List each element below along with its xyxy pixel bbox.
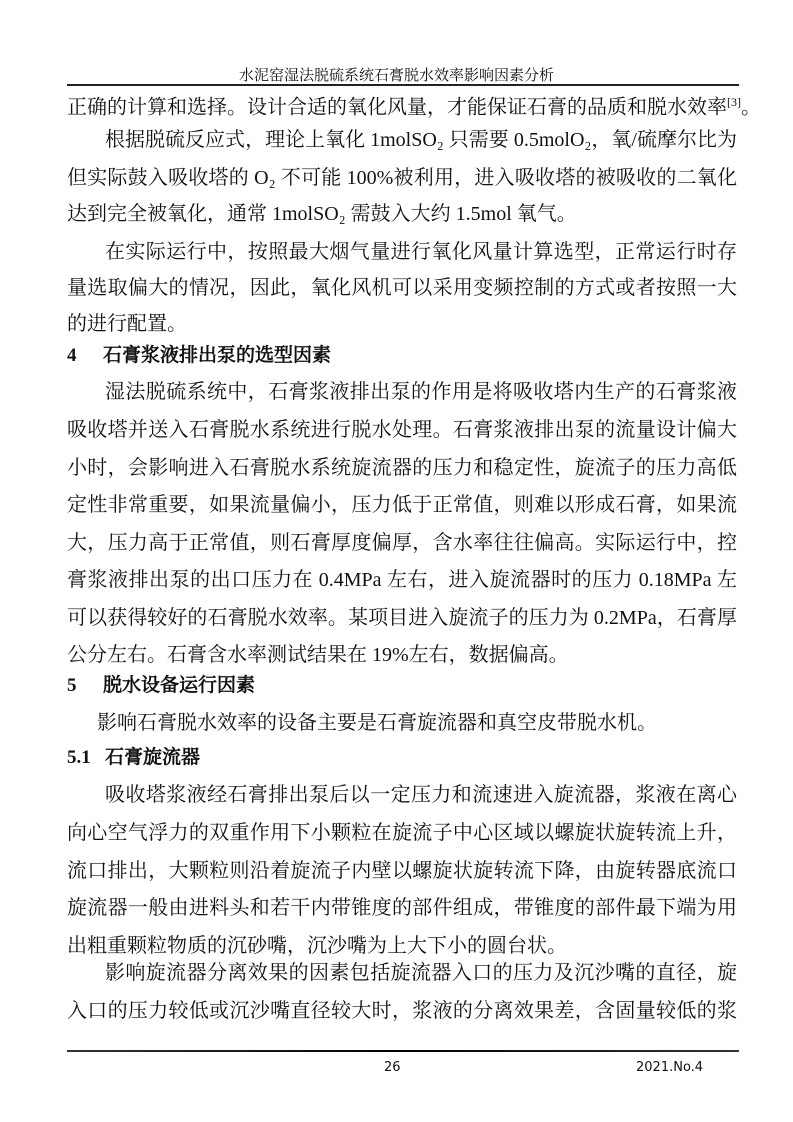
header-rule xyxy=(67,84,739,86)
issue-label: 2021.No.4 xyxy=(636,1060,704,1075)
section-number: 5.1 xyxy=(67,747,91,768)
paragraph-line: 入口的压力较低或沉沙嘴直径较大时，浆液的分离效果差，含固量较低的浆 xyxy=(67,1000,737,1022)
paragraph-line: 根据脱硫反应式，理论上氧化 1molSO₂ 只需要 0.5molO₂，氧/硫摩尔比为 xyxy=(105,129,737,151)
section-title: 脱水设备运行因素 xyxy=(103,674,256,696)
paragraph-line: 量选取偏大的情况，因此，氧化风机可以采用变频控制的方式或者按照一大 xyxy=(67,277,737,299)
section-heading-4 xyxy=(67,343,737,368)
paragraph-line: 吸收塔浆液经石膏排出泵后以一定压力和流速进入旋流器，浆液在离心 xyxy=(105,784,737,806)
footer-rule xyxy=(67,1050,739,1052)
paragraph-line: 影响旋流器分离效果的因素包括旋流器入口的压力及沉沙嘴的直径，旋 xyxy=(105,962,737,984)
section-title: 石膏旋流器 xyxy=(105,746,201,768)
paragraph-line: 膏浆液排出泵的出口压力在 0.4MPa 左右，进入旋流器时的压力 0.18MPa 左 xyxy=(67,569,737,591)
paragraph-line: 小时，会影响进入石膏脱水系统旋流器的压力和稳定性，旋流子的压力高低 xyxy=(67,457,737,479)
running-header: 水泥窑湿法脱硫系统石膏脱水效率影响因素分析 xyxy=(238,66,554,84)
paragraph-line: 影响石膏脱水效率的设备主要是石膏旋流器和真空皮带脱水机。 xyxy=(97,712,657,734)
paragraph-line: 但实际鼓入吸收塔的 O₂ 不可能 100%被利用，进入吸收塔的被吸收的二氧化 xyxy=(67,167,737,189)
paragraph-line: 向心空气浮力的双重作用下小颗粒在旋流子中心区域以螺旋状旋转流上升， xyxy=(67,822,737,844)
subsection-heading-5-1 xyxy=(67,745,737,770)
paragraph-line: 可以获得较好的石膏脱水效率。某项目进入旋流子的压力为 0.2MPa，石膏厚 xyxy=(67,607,737,629)
paragraph-line: 在实际运行中，按照最大烟气量进行氧化风量计算选型，正常运行时存 xyxy=(105,241,737,263)
paragraph-line: 流口排出，大颗粒则沿着旋流子内壁以螺旋状旋转流下降，由旋转器底流口 xyxy=(67,860,737,882)
section-heading-5 xyxy=(67,673,737,698)
section-title: 石膏浆液排出泵的选型因素 xyxy=(103,344,332,366)
text: 正确的计算和选择。设计合适的氧化风量，才能保证石膏的品质和脱水效率 xyxy=(67,96,727,119)
section-number: 5 xyxy=(67,675,77,696)
paragraph-line xyxy=(67,90,761,120)
paragraph-line: 吸收塔并送入石膏脱水系统进行脱水处理。石膏浆液排出泵的流量设计偏大 xyxy=(67,419,737,441)
paragraph-line: 的进行配置。 xyxy=(67,313,187,335)
paragraph-line: 定性非常重要，如果流量偏小，压力低于正常值，则难以形成石膏，如果流 xyxy=(67,494,737,516)
paragraph-line: 旋流器一般由进料头和若干内带锥度的部件组成，带锥度的部件最下端为用 xyxy=(67,897,737,919)
paragraph-line: 湿法脱硫系统中，石膏浆液排出泵的作用是将吸收塔内生产的石膏浆液 xyxy=(105,381,737,403)
paragraph-line: 达到完全被氧化，通常 1molSO₂ 需鼓入大约 1.5mol 氧气。 xyxy=(67,203,577,225)
section-number: 4 xyxy=(67,345,77,366)
page-number: 26 xyxy=(384,1060,401,1075)
paragraph-line: 公分左右。石膏含水率测试结果在 19%左右，数据偏高。 xyxy=(67,644,569,666)
paragraph-line: 大，压力高于正常值，则石膏厚度偏厚，含水率往往偏高。实际运行中，控 xyxy=(67,532,737,554)
citation-ref: [3] xyxy=(727,95,741,109)
text: 。 xyxy=(741,96,761,119)
paragraph-line: 出粗重颗粒物质的沉砂嘴，沉沙嘴为上大下小的圆台状。 xyxy=(67,935,567,957)
